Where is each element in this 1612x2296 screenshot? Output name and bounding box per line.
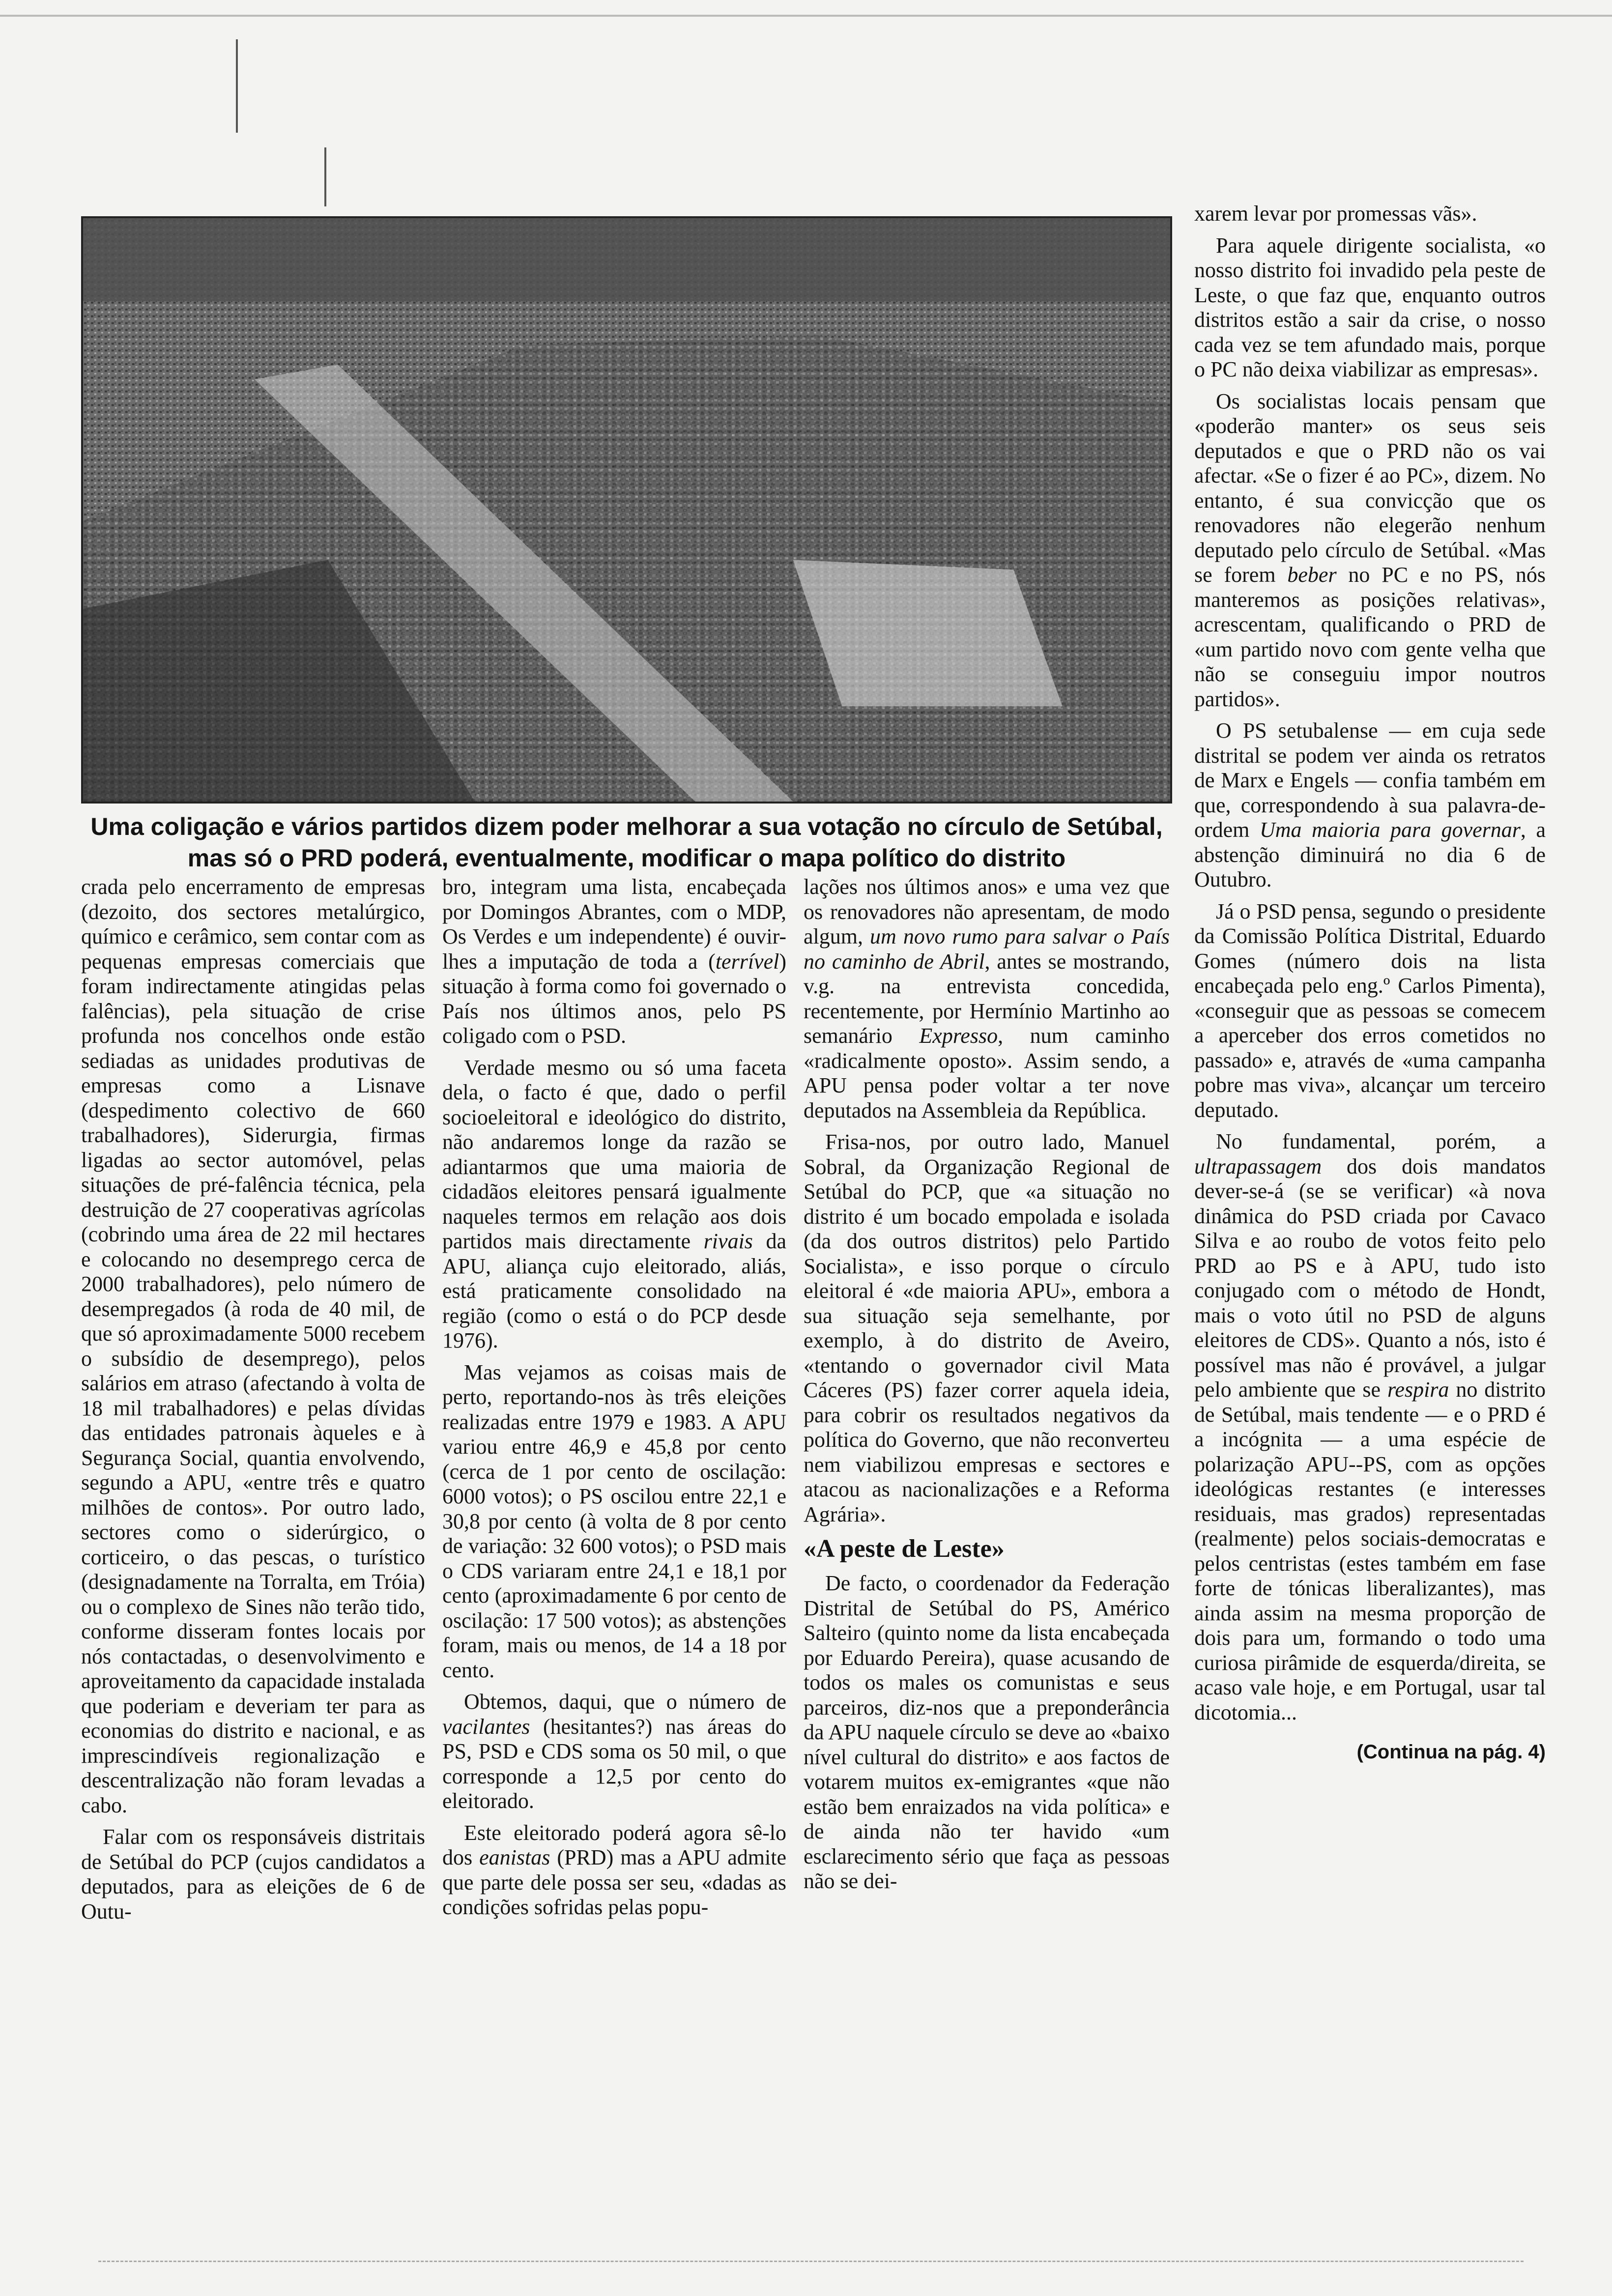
caption-line-1: Uma coligação e vários partidos dizem poder melhorar a sua votação no círculo de Setúbal, (90, 813, 1163, 840)
paragraph: Frisa-nos, por outro lado, Manuel Sobral, da Organização Regional de Setúbal do PCP, que «a situação no distrito é um bocado empolada e isolada (da dos outros distritos) pelo Partido Socialista», e isso porque o círculo eleitoral é «de maioria APU», embora a sua situação seja semelhante, por exemplo, à do distrito de Aveiro, «tentando o governador civil Mata Cáceres (PS) fazer correr aquela ideia, para cobrir os resultados negativos da política do Governo, que não reconverteu nem viabilizou empresas e sectores e atacou as nacionalizações e a Reforma Agrária». (804, 1130, 1170, 1526)
paragraph: Este eleitorado poderá agora sê-lo dos eanistas (PRD) mas a APU admite que parte dele possa ser seu, «dadas as condições sofridas pelas popu- (442, 1820, 786, 1919)
paragraph: Mas vejamos as coisas mais de perto, reportando-nos às três eleições realizadas entre 1979 e 1983. A APU variou entre 46,9 e 45,8 por cento (cerca de 1 por cento de oscilação: 6000 votos); o PS oscilou entre 22,1 e 30,8 por cento (à volta de 8 por cento de variação: 32 600 votos); o PSD mais o CDS variaram entre 24,1 e 18,1 por cento (aproximadamente 6 por cento de oscilação: 17 500 votos); as abstenções foram, mais ou menos, de 14 a 18 por cento. (442, 1360, 786, 1682)
article-column-2 (442, 875, 786, 1920)
paragraph: Obtemos, daqui, que o número de vacilantes (hesitantes?) nas áreas do PS, PSD e CDS soma os 50 mil, o que corresponde a 12,5 por cento do eleitorado. (442, 1690, 786, 1813)
top-rule (0, 15, 1612, 17)
article-photo (81, 216, 1172, 804)
paragraph: Falar com os responsáveis distritais de Setúbal do PCP (cujos candidatos a deputados, para as eleições de 6 de Outu- (81, 1825, 425, 1923)
paragraph: Já o PSD pensa, segundo o presidente da Comissão Política Distrital, Eduardo Gomes (número dois na lista encabeçada pelo eng.º Carlos Pimenta), «conseguir que as pessoas se comecem a aperceber dos erros cometidos no passado» e, através de «uma campanha pobre mas viva», alcançar um terceiro deputado. (1194, 899, 1546, 1122)
article-column-1 (81, 875, 425, 1924)
bottom-scan-dashes (98, 2261, 1524, 2263)
scan-mark (236, 39, 238, 133)
paragraph: Para aquele dirigente socialista, «o nosso distrito foi invadido pela peste de Leste, o que faz que, enquanto outros distritos estão a sair da crise, o nosso cada vez se tem afundado mais, porque o PC não deixa viabilizar as empresas». (1194, 233, 1546, 381)
aerial-photo-illustration (83, 218, 1170, 802)
continued-on-page: (Continua na pág. 4) (1356, 1741, 1546, 1763)
paragraph: Verdade mesmo ou só uma faceta dela, o facto é que, dado o perfil socioeleitoral e ideológico do distrito, não andaremos longe da razão se adiantarmos que uma maioria de cidadãos eleitores pensará igualmente naqueles termos em relação aos dois partidos mais directamente rivais da APU, aliança cujo eleitorado, aliás, está praticamente consolidado na região (como o está o do PCP desde 1976). (442, 1055, 786, 1352)
article-column-3 (804, 875, 1170, 1894)
paragraph: lações nos últimos anos» e uma vez que os renovadores não apresentam, de modo algum, um novo rumo para salvar o País no caminho de Abril, antes se mostrando, v.g. na entrevista concedida, recentemente, por Hermínio Martinho ao semanário Expresso, num caminho «radicalmente oposto». Assim sendo, a APU pensa poder voltar a ter nove deputados na Assembleia da República. (804, 875, 1170, 1122)
paragraph: bro, integram uma lista, encabeçada por Domingos Abrantes, com o MDP, Os Verdes e um independente) é ouvir-lhes a imputação de toda a (terrível) situação à forma como foi governado o País nos últimos anos, pelo PS coligado com o PSD. (442, 875, 786, 1048)
paragraph: Os socialistas locais pensam que «poderão manter» os seus seis deputados e que o PRD não os vai afectar. «Se o fizer é ao PC», dizem. No entanto, é sua convicção que os renovadores não elegerão nenhum deputado pelo círculo de Setúbal. «Mas se forem beber no PC e no PS, nós manteremos as posições relativas», acrescentam, qualificando o PRD de «um partido novo com gente velha que não se conseguiu impor noutros partidos». (1194, 389, 1546, 711)
paragraph: xarem levar por promessas vãs». (1194, 201, 1477, 226)
scan-mark (324, 147, 326, 206)
paragraph: De facto, o coordenador da Federação Distrital de Setúbal do PS, Américo Salteiro (quinto nome da lista encabeçada por Eduardo Pereira), quase acusando de todos os males os comunistas e seus parceiros, diz-nos que a preponderância da APU naquele círculo se deve ao «baixo nível cultural do distrito» e aos factos de votarem muitos ex-emigrantes «que não estão bem enraizados na vida política» e de ainda não ter havido «um esclarecimento sério que faça as pessoas não se dei- (804, 1571, 1170, 1893)
paragraph: O PS setubalense — em cuja sede distrital se podem ver ainda os retratos de Marx e Engels — confia também em que, correspondendo à sua palavra-de-ordem Uma maioria para governar, a abstenção diminuirá no dia 6 de Outubro. (1194, 718, 1546, 891)
caption-line-2: mas só o PRD poderá, eventualmente, modificar o mapa político do distrito (187, 844, 1066, 872)
photo-caption (74, 811, 1180, 874)
paragraph: crada pelo encerramento de empresas (dezoito, dos sectores metalúrgico, químico e cerâmico, sem contar com as pequenas empresas comerciais que foram indirectamente atingidas pelas falências), pela situação de crise profunda nos concelhos onde estão sediadas as unidades produtivas de empresas como a Lisnave (despedimento colectivo de 660 trabalhadores), Siderurgia, firmas ligadas ao sector automóvel, pelas situações de pré-falência técnica, pela destruição de 27 cooperativas agrícolas (cobrindo uma área de 22 mil hectares e colocando no desemprego cerca de 2000 trabalhadores), pelo número de desempregados (à roda de 40 mil, de que só aproximadamente 5000 recebem o subsídio de desemprego), pelos salários em atraso (afectando à volta de 18 mil trabalhadores) e pelas dívidas das entidades patronais àqueles e à Segurança Social, quantia envolvendo, segundo a APU, «entre três e quatro milhões de contos». Por outro lado, sectores como o siderúrgico, o corticeiro, o das pescas, o turístico (designadamente na Torralta, em Tróia) ou o complexo de Sines não terão tido, conforme disseram fontes locais por nós contactadas, o desenvolvimento e aproveitamento da capacidade instalada que poderiam e deveriam ter para as economias do distrito e nacional, e as imprescindíveis regionalização e descentralização não foram levadas a cabo. (81, 875, 425, 1817)
paragraph: No fundamental, porém, a ultrapassagem dos dois mandatos dever-se-á (se se verificar) «à nova dinâmica do PSD criada por Cavaco Silva e ao roubo de votos feito pelo PRD ao PS e à APU, tudo isto conjugado com o método de Hondt, mais o voto útil no PSD de alguns eleitores de CDS». Quanto a nós, isto é possível mas não é provável, a julgar pelo ambiente que se respira no distrito de Setúbal, mais tendente — e o PRD é a incógnita — a uma espécie de polarização APU--PS, com as opções ideológicas restantes (e interesses residuais, mas grados) representadas (realmente) pelos sociais-democratas e pelos centristas (estes também em fase forte de tónicas liberalizantes), mas ainda assim na mesma proporção de dois para um, formando o todo uma curiosa pirâmide de esquerda/direita, se acaso vale hoje, e em Portugal, usar tal dicotomia... (1194, 1129, 1546, 1724)
article-column-4 (1194, 201, 1546, 1765)
section-subheading: «A peste de Leste» (804, 1535, 1005, 1563)
